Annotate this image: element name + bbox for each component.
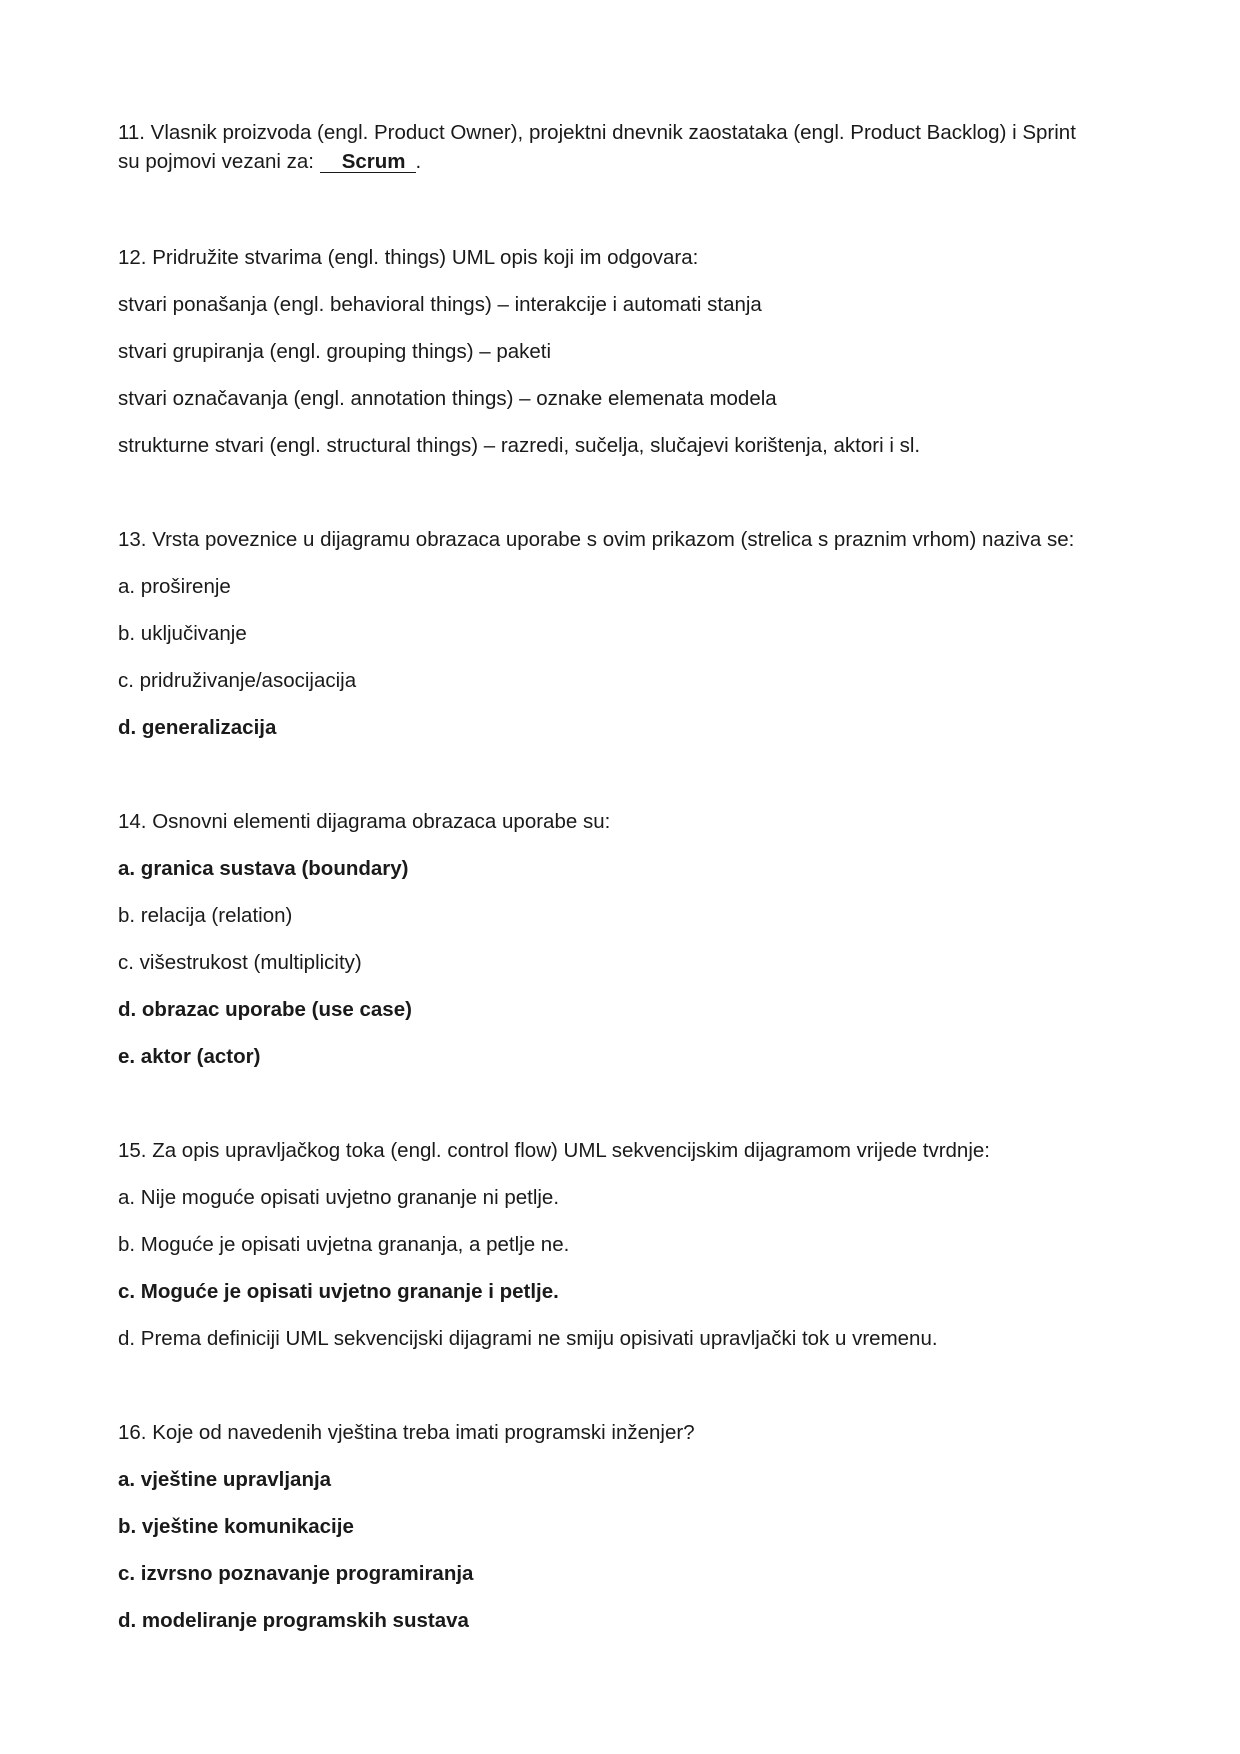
q13-option-correct: d. generalizacija — [118, 716, 277, 739]
q13-option: b. uključivanje — [118, 622, 247, 645]
q12-item: stvari ponašanja (engl. behavioral things) – interakcije i automati stanja — [118, 293, 762, 316]
q13-option: c. pridruživanje/asocijacija — [118, 669, 357, 692]
q15-option-correct: c. Moguće je opisati uvjetno grananje i petlje. — [118, 1280, 559, 1303]
q11-answer-blank: Scrum — [320, 152, 416, 173]
q13-option: a. proširenje — [118, 575, 231, 598]
q15-option: b. Moguće je opisati uvjetna grananja, a petlje ne. — [118, 1233, 570, 1256]
q13-question: 13. Vrsta poveznice u dijagramu obrazaca uporabe s ovim prikazom (strelica s praznim vrhom) naziva se: — [118, 528, 1075, 551]
q14-option: b. relacija (relation) — [118, 904, 293, 927]
q14-question: 14. Osnovni elementi dijagrama obrazaca uporabe su: — [118, 810, 611, 833]
q16-option-correct: a. vještine upravljanja — [118, 1468, 332, 1491]
q11-suffix: . — [415, 150, 422, 173]
q14-option-correct: e. aktor (actor) — [118, 1045, 261, 1068]
q12-item: stvari označavanja (engl. annotation things) – oznake elemenata modela — [118, 387, 777, 410]
q15-option: d. Prema definiciji UML sekvencijski dijagrami ne smiju opisivati upravljački tok u vremenu. — [118, 1327, 938, 1350]
q12-item: strukturne stvari (engl. structural things) – razredi, sučelja, slučajevi korištenja, aktori i sl. — [118, 434, 921, 457]
q11-line-2 — [118, 150, 421, 174]
q12-question: 12. Pridružite stvarima (engl. things) UML opis koji im odgovara: — [118, 246, 699, 269]
q16-option-correct: b. vještine komunikacije — [118, 1515, 354, 1538]
q15-option: a. Nije moguće opisati uvjetno grananje ni petlje. — [118, 1186, 560, 1209]
q16-option-correct: c. izvrsno poznavanje programiranja — [118, 1562, 474, 1585]
q16-question: 16. Koje od navedenih vještina treba imati programski inženjer? — [118, 1421, 695, 1444]
q11-line-1: 11. Vlasnik proizvoda (engl. Product Owner), projektni dnevnik zaostataka (engl. Product Backlog) i Sprint — [118, 121, 1076, 144]
q15-question: 15. Za opis upravljačkog toka (engl. control flow) UML sekvencijskim dijagramom vrijede tvrdnje: — [118, 1139, 990, 1162]
q14-option-correct: d. obrazac uporabe (use case) — [118, 998, 412, 1021]
q12-item: stvari grupiranja (engl. grouping things) – paketi — [118, 340, 552, 363]
q16-option-correct: d. modeliranje programskih sustava — [118, 1609, 469, 1632]
q11-prefix: su pojmovi vezani za: — [118, 150, 314, 173]
q14-option: c. višestrukost (multiplicity) — [118, 951, 362, 974]
q14-option-correct: a. granica sustava (boundary) — [118, 857, 409, 880]
